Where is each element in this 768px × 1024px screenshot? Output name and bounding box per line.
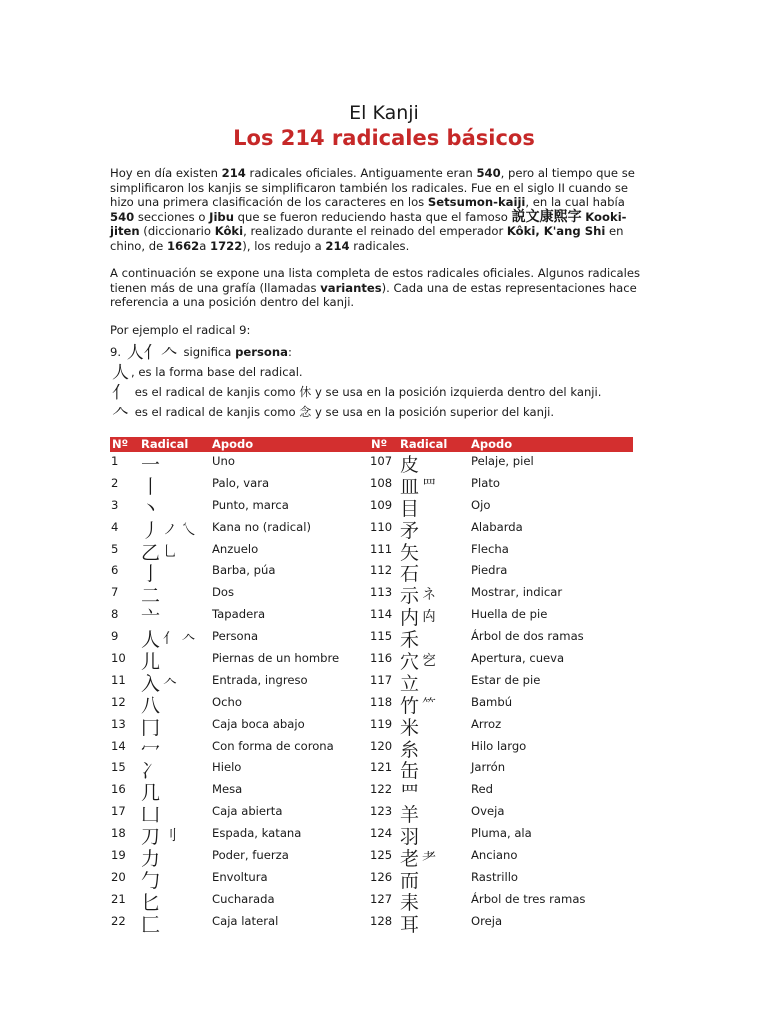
radical-number: 112	[370, 563, 393, 578]
radical-number: 22	[111, 913, 126, 928]
radical-number: 111	[370, 541, 393, 556]
radical-number: 120	[370, 738, 393, 753]
text: , realizado durante el reinado del emperador	[243, 224, 507, 239]
radical-main: 勹	[141, 869, 161, 892]
radical-number: 115	[370, 629, 393, 644]
radical-main: 竹	[400, 694, 420, 717]
example-radical: 𠆢	[112, 403, 129, 423]
radical-number: 114	[370, 607, 393, 622]
radical-main: 目	[400, 497, 420, 520]
radical-main: 匕	[141, 891, 161, 914]
text: A continuación se expone una lista completa de estos radicales oficiales. Algunos radicales tienen más de una grafía (llamadas	[110, 266, 641, 295]
text: Hoy en día existen	[110, 166, 222, 180]
header-radical: Radical	[400, 437, 448, 451]
table-row	[110, 802, 375, 827]
radical-variants: 罒	[422, 477, 437, 494]
radical-main: 穴	[400, 651, 420, 674]
radical-apodo: Oveja	[471, 804, 505, 819]
radical-apodo: Plato	[471, 475, 500, 490]
table-row	[369, 868, 634, 890]
table-row	[110, 627, 375, 652]
radical-number: 107	[370, 454, 393, 468]
table-row	[110, 649, 375, 674]
radical-apodo: Jarrón	[471, 760, 506, 775]
radical-main: 丨	[141, 475, 161, 498]
radical-number: 18	[111, 826, 126, 841]
radical-variants: ノ 乀	[163, 521, 196, 538]
table-row	[369, 758, 634, 783]
radical-variants: 𠆢	[163, 674, 178, 691]
radical-main: 米	[400, 716, 420, 739]
radical-main: 糸	[400, 738, 420, 761]
radical-apodo: Anciano	[471, 848, 518, 863]
text: variantes	[320, 280, 382, 295]
radical-apodo: Ocho	[212, 694, 242, 709]
radical-apodo: Flecha	[471, 541, 509, 556]
radicals-table-right	[369, 437, 634, 934]
header-radical: Radical	[141, 437, 189, 451]
radical-apodo: Rastrillo	[471, 869, 519, 884]
radical-apodo: Persona	[212, 629, 259, 644]
page-title: El Kanji	[349, 102, 419, 124]
text: en chino, de	[110, 224, 624, 253]
example-number: 9.	[110, 345, 122, 359]
radical-main: 凵	[141, 804, 161, 827]
text: , es la forma base del radical.	[131, 365, 303, 379]
table-row	[110, 737, 375, 759]
table-row	[369, 518, 634, 540]
radical-main: 丿	[141, 519, 161, 542]
text: , en la cual había	[525, 195, 625, 210]
radical-apodo: Árbol de tres ramas	[471, 891, 586, 906]
table-row	[110, 780, 375, 805]
table-row	[369, 737, 634, 759]
table-row	[369, 671, 634, 693]
radical-number: 128	[370, 913, 393, 928]
radical-apodo: Bambú	[471, 694, 513, 709]
table-row	[369, 846, 634, 871]
text: radicales.	[349, 238, 410, 253]
text: 540	[476, 166, 501, 180]
text: significa	[183, 345, 236, 359]
radical-apodo: Dos	[212, 585, 235, 600]
example-kanji: 念	[299, 405, 312, 419]
header-apodo: Apodo	[471, 437, 513, 451]
radical-main: 矢	[400, 541, 420, 564]
table-row	[369, 802, 634, 827]
text: :	[287, 345, 292, 359]
radical-main: 老	[400, 848, 420, 871]
dictionary-kanji: 説文康熙字	[511, 208, 582, 225]
radical-main: 刀	[141, 826, 161, 849]
radical-main: 冖	[141, 738, 161, 761]
header-number: Nº	[371, 437, 388, 451]
radical-main: 人	[141, 629, 161, 652]
radical-apodo: Apertura, cueva	[471, 651, 565, 666]
radicals-table-left	[110, 437, 375, 934]
radical-main: 羽	[400, 826, 420, 849]
text: Kooki-jiten	[110, 209, 627, 239]
radical-main: 皮	[400, 454, 420, 476]
radical-apodo: Envoltura	[212, 869, 268, 884]
table-row	[369, 452, 634, 474]
radical-apodo: Arroz	[471, 716, 502, 731]
table-rows	[110, 452, 375, 934]
table-row	[369, 890, 634, 912]
radical-main: 缶	[400, 760, 420, 783]
radical-main: 罒	[400, 782, 420, 805]
radical-number: 3	[111, 497, 119, 512]
radical-glyph	[141, 910, 160, 937]
radical-main: 羊	[400, 804, 420, 827]
radical-main: 示	[400, 585, 420, 608]
radical-number: 12	[111, 694, 126, 709]
text: y se usa en la posición izquierda dentro del kanji.	[311, 385, 602, 399]
radical-variants: 刂	[163, 828, 178, 845]
text: Kôki, K'ang Shi	[506, 224, 606, 239]
radical-main: 而	[400, 869, 420, 892]
radical-number: 4	[111, 519, 119, 534]
radical-main: 石	[400, 563, 420, 586]
text: radicales oficiales. Antiguamente eran	[245, 166, 477, 180]
text: 214	[325, 238, 350, 253]
radical-number: 108	[370, 475, 393, 490]
radical-main: 亅	[141, 563, 161, 586]
radical-main: 乙	[141, 541, 161, 564]
table-row	[110, 824, 375, 849]
radical-main: 冫	[141, 760, 161, 783]
radical-number: 123	[370, 804, 393, 819]
radical-number: 5	[111, 541, 119, 556]
radical-main: 入	[141, 672, 161, 695]
radical-number: 17	[111, 804, 126, 819]
radical-main: 二	[141, 585, 161, 608]
radical-variants: 乚	[163, 543, 178, 560]
intro-paragraph-2	[110, 266, 650, 310]
table-row	[369, 715, 634, 737]
radical-main: 匚	[141, 913, 161, 936]
radical-main: 丶	[141, 497, 161, 520]
text: Setsumon-kaiji	[427, 195, 526, 210]
radical-apodo: Oreja	[471, 913, 503, 928]
radical-variants: 禸	[422, 609, 437, 626]
radical-number: 1	[111, 454, 119, 468]
radical-number: 109	[370, 497, 393, 512]
radical-number: 119	[370, 716, 393, 731]
radical-apodo: Espada, katana	[212, 826, 302, 841]
radical-main: 儿	[141, 651, 161, 674]
radical-main: 几	[141, 782, 161, 805]
table-row	[369, 824, 634, 849]
table-rows	[369, 452, 634, 934]
header-number: Nº	[112, 437, 129, 451]
radical-apodo: Barba, púa	[212, 563, 276, 578]
radical-number: 124	[370, 826, 393, 841]
radical-apodo: Anzuelo	[212, 541, 259, 556]
radical-number: 14	[111, 738, 126, 753]
example-line-4	[110, 398, 670, 423]
table-row	[110, 583, 375, 608]
radical-main: 冂	[141, 716, 161, 739]
table-row	[369, 627, 634, 652]
radical-number: 13	[111, 716, 126, 731]
radical-number: 8	[111, 607, 119, 622]
radical-variants: 耂	[422, 850, 437, 867]
header-apodo: Apodo	[212, 437, 254, 451]
text: Kôki	[214, 224, 244, 239]
radical-main: 立	[400, 672, 420, 695]
table-row	[110, 452, 375, 474]
radical-number: 16	[111, 782, 126, 797]
radical-main: 亠	[141, 607, 161, 630]
table-row	[110, 890, 375, 912]
radical-number: 6	[111, 563, 119, 578]
table-row	[110, 474, 375, 496]
table-row	[110, 758, 375, 783]
page-subtitle: Los 214 radicales básicos	[233, 126, 535, 150]
table-row	[369, 649, 634, 674]
radical-variants: 穵	[422, 653, 437, 670]
text: que se fueron reduciendo hasta que el famoso	[233, 209, 512, 224]
radical-number: 2	[111, 475, 119, 490]
table-row	[369, 605, 634, 630]
table-row	[369, 540, 634, 562]
radical-number: 118	[370, 694, 393, 709]
text: ). Cada una de estas representaciones hace referencia a una posición dentro del kanji.	[110, 280, 637, 310]
table-row	[110, 518, 375, 540]
example-radical: 人	[112, 363, 129, 383]
text: a	[199, 238, 211, 253]
table-row	[369, 474, 634, 496]
radical-apodo: Uno	[212, 454, 235, 468]
table-row	[369, 561, 634, 586]
radical-main: 八	[141, 694, 161, 717]
radical-apodo: Mesa	[212, 782, 243, 797]
radical-apodo: Poder, fuerza	[212, 848, 289, 863]
radical-apodo: Ojo	[471, 497, 491, 512]
text: Jibu	[209, 209, 234, 224]
radical-number: 117	[370, 672, 393, 687]
text: es el radical de kanjis como	[134, 405, 300, 419]
intro-paragraph-3: Por ejemplo el radical 9:	[110, 323, 251, 337]
radical-main: 力	[141, 848, 161, 871]
radical-number: 21	[111, 891, 126, 906]
radical-number: 122	[370, 782, 393, 797]
text: y se usa en la posición superior del kanji.	[311, 405, 555, 419]
radical-variants: 亻 𠆢	[163, 631, 196, 648]
radical-number: 10	[111, 651, 126, 666]
radical-number: 20	[111, 869, 126, 884]
radical-number: 116	[370, 651, 393, 666]
table-row	[110, 868, 375, 890]
radical-apodo: Estar de pie	[471, 672, 541, 687]
radical-glyph	[400, 910, 419, 937]
radical-apodo: Mostrar, indicar	[471, 585, 563, 600]
table-row	[110, 693, 375, 715]
radical-apodo: Alabarda	[471, 519, 523, 534]
radical-number: 110	[370, 519, 393, 534]
table-row	[369, 693, 634, 715]
radical-apodo: Punto, marca	[212, 497, 289, 512]
radical-number: 15	[111, 760, 126, 775]
radical-number: 126	[370, 869, 393, 884]
text: 214	[221, 166, 246, 180]
text: es el radical de kanjis como	[134, 385, 300, 399]
intro-paragraph-1	[110, 166, 650, 254]
text: , pero al tiempo que se simplificaron los kanjis se simplificaron también los radicales. Fue en el siglo II cuando se hizo una primera clasificación de los caracteres en los	[110, 166, 635, 210]
radical-main: 皿	[400, 475, 420, 498]
example-radicals: 人亻𠆢	[126, 343, 178, 363]
radical-main: 耒	[400, 891, 420, 914]
radical-apodo: Kana no (radical)	[212, 519, 311, 534]
table-row	[110, 846, 375, 871]
table-row	[110, 605, 375, 630]
radical-apodo: Piernas de un hombre	[212, 651, 340, 666]
radical-variants: ネ	[422, 587, 437, 604]
table-row	[369, 912, 634, 934]
radical-main: 禾	[400, 629, 420, 652]
table-row	[369, 496, 634, 518]
radical-apodo: Árbol de dos ramas	[471, 629, 584, 644]
radical-number: 11	[111, 672, 126, 687]
table-row	[110, 540, 375, 562]
radical-number: 7	[111, 585, 119, 600]
radical-number: 113	[370, 585, 393, 600]
radical-apodo: Palo, vara	[212, 475, 270, 490]
radical-main: 耳	[400, 913, 420, 936]
radical-apodo: Pelaje, piel	[471, 454, 534, 468]
radical-apodo: Con forma de corona	[212, 738, 334, 753]
table-row	[110, 912, 375, 934]
radical-number: 127	[370, 891, 393, 906]
text: persona	[235, 345, 288, 359]
radical-apodo: Pluma, ala	[471, 826, 532, 841]
text: secciones o	[134, 209, 210, 224]
radical-apodo: Caja boca abajo	[212, 716, 305, 731]
radical-apodo: Caja lateral	[212, 913, 279, 928]
table-row	[110, 671, 375, 693]
text: 1722	[210, 238, 243, 253]
example-kanji: 休	[299, 385, 312, 399]
radical-apodo: Huella de pie	[471, 607, 548, 622]
table-row	[110, 496, 375, 518]
radical-apodo: Hielo	[212, 760, 242, 775]
table-row	[110, 715, 375, 737]
table-row	[369, 780, 634, 805]
text: 1662	[166, 238, 200, 253]
radical-number: 121	[370, 760, 393, 775]
text: (diccionario	[139, 224, 215, 239]
radical-number: 9	[111, 629, 119, 644]
table-row	[110, 561, 375, 586]
radical-apodo: Cucharada	[212, 891, 275, 906]
radical-apodo: Hilo largo	[471, 738, 527, 753]
radical-variants: ⺮	[422, 696, 437, 713]
radical-number: 19	[111, 848, 126, 863]
radical-number: 125	[370, 848, 393, 863]
radical-main: 内	[400, 607, 420, 630]
text: 540	[110, 209, 135, 224]
example-radical: 亻	[112, 383, 129, 403]
radical-apodo: Red	[471, 782, 494, 797]
radical-apodo: Entrada, ingreso	[212, 672, 308, 687]
radical-apodo: Tapadera	[212, 607, 266, 622]
table-row	[369, 583, 634, 608]
radical-main: 矛	[400, 519, 420, 542]
text: ), los redujo a	[242, 238, 326, 253]
radical-main: 一	[141, 454, 161, 476]
radical-apodo: Piedra	[471, 563, 508, 578]
radical-apodo: Caja abierta	[212, 804, 283, 819]
